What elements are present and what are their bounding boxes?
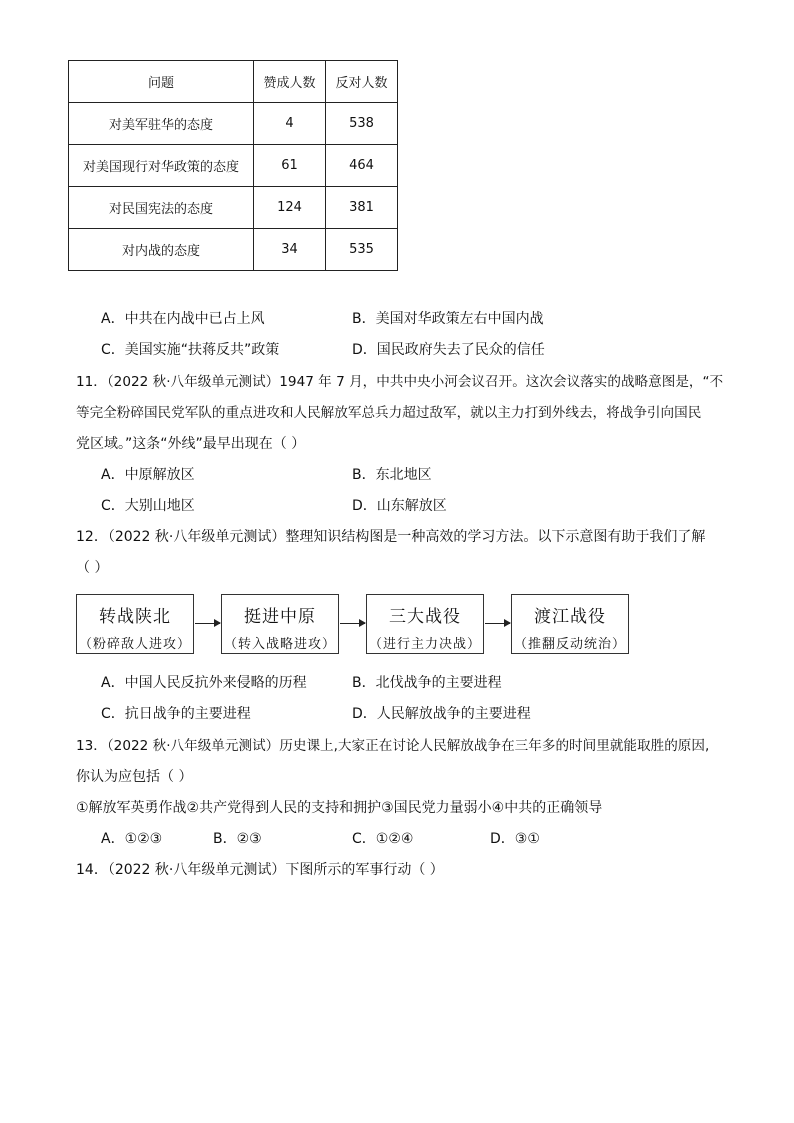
table-cell: 464 — [326, 145, 398, 187]
q12-stem-line: 12．（2022 秋·八年级单元测试）整理知识结构图是一种高效的学习方法。以下示意图有助于我们了解 — [76, 529, 706, 545]
survey-table — [68, 60, 398, 271]
flow-box-subtitle: （进行主力决战） — [368, 637, 481, 652]
q11-option-d: D．山东解放区 — [352, 498, 447, 514]
q13-option-a: A．①②③ — [101, 831, 163, 847]
q12-option-c: C．抗日战争的主要进程 — [101, 706, 251, 722]
q12-stem-line: （ ） — [76, 560, 109, 576]
table-cell: 对内战的态度 — [69, 229, 254, 271]
table-cell: 34 — [254, 229, 326, 271]
q11-stem-line: 等完全粉碎国民党军队的重点进攻和人民解放军总兵力超过敌军，就以主力打到外线去，将战争引向国民 — [76, 405, 702, 421]
table-header: 问题 — [69, 61, 254, 103]
q13-stem-line: 13．（2022 秋·八年级单元测试）历史课上,大家正在讨论人民解放战争在三年多的时间里就能取胜的原因, — [76, 738, 710, 754]
flow-arrow — [485, 623, 510, 624]
q13-statements: ①解放军英勇作战②共产党得到人民的支持和拥护③国民党力量弱小④中共的正确领导 — [76, 800, 603, 816]
flow-box-2 — [221, 594, 339, 654]
table-cell: 61 — [254, 145, 326, 187]
table-cell: 4 — [254, 103, 326, 145]
flow-box-subtitle: （粉碎敌人进攻） — [78, 637, 191, 652]
table-row — [69, 145, 398, 187]
q13-option-d: D．③① — [490, 831, 540, 847]
table-cell: 124 — [254, 187, 326, 229]
q12-option-d: D．人民解放战争的主要进程 — [352, 706, 531, 722]
table-row — [69, 103, 398, 145]
flow-box-title: 挺进中原 — [244, 607, 316, 627]
table-header: 赞成人数 — [254, 61, 326, 103]
q10-option-d: D．国民政府失去了民众的信任 — [352, 342, 545, 358]
q11-option-b: B．东北地区 — [352, 467, 432, 483]
q10-option-c: C．美国实施“扶蒋反共”政策 — [101, 342, 280, 358]
table-cell: 535 — [326, 229, 398, 271]
q10-option-b: B．美国对华政策左右中国内战 — [352, 311, 544, 327]
table-header-row — [69, 61, 398, 103]
q12-option-b: B．北伐战争的主要进程 — [352, 675, 502, 691]
table-cell: 对美国现行对华政策的态度 — [69, 145, 254, 187]
q11-stem-line: 11．（2022 秋·八年级单元测试）1947 年 7 月，中共中央小河会议召开。这次会议落实的战略意图是，“不 — [76, 374, 724, 390]
flow-box-title: 渡江战役 — [534, 607, 606, 627]
q11-option-a: A．中原解放区 — [101, 467, 195, 483]
q13-stem-line: 你认为应包括（ ） — [76, 769, 193, 785]
table-cell: 对美军驻华的态度 — [69, 103, 254, 145]
table-cell: 对民国宪法的态度 — [69, 187, 254, 229]
q14-stem-line: 14．（2022 秋·八年级单元测试）下图所示的军事行动（ ） — [76, 862, 444, 878]
table-cell: 381 — [326, 187, 398, 229]
flow-box-title: 转战陕北 — [99, 607, 171, 627]
flow-arrow — [340, 623, 365, 624]
table-header: 反对人数 — [326, 61, 398, 103]
table-row — [69, 229, 398, 271]
table-row — [69, 187, 398, 229]
q12-option-a: A．中国人民反抗外来侵略的历程 — [101, 675, 307, 691]
flow-arrow — [195, 623, 220, 624]
flow-box-title: 三大战役 — [389, 607, 461, 627]
flow-box-3 — [366, 594, 484, 654]
flow-box-1 — [76, 594, 194, 654]
q13-option-b: B．②③ — [213, 831, 262, 847]
table-cell: 538 — [326, 103, 398, 145]
q11-stem-line: 党区域。”这条“外线”最早出现在（ ） — [76, 436, 306, 452]
flow-box-4 — [511, 594, 629, 654]
q13-option-c: C．①②④ — [352, 831, 414, 847]
flow-box-subtitle: （转入战略进攻） — [223, 637, 336, 652]
q11-option-c: C．大别山地区 — [101, 498, 195, 514]
q10-option-a: A．中共在内战中已占上风 — [101, 311, 265, 327]
flow-box-subtitle: （推翻反动统治） — [513, 637, 626, 652]
